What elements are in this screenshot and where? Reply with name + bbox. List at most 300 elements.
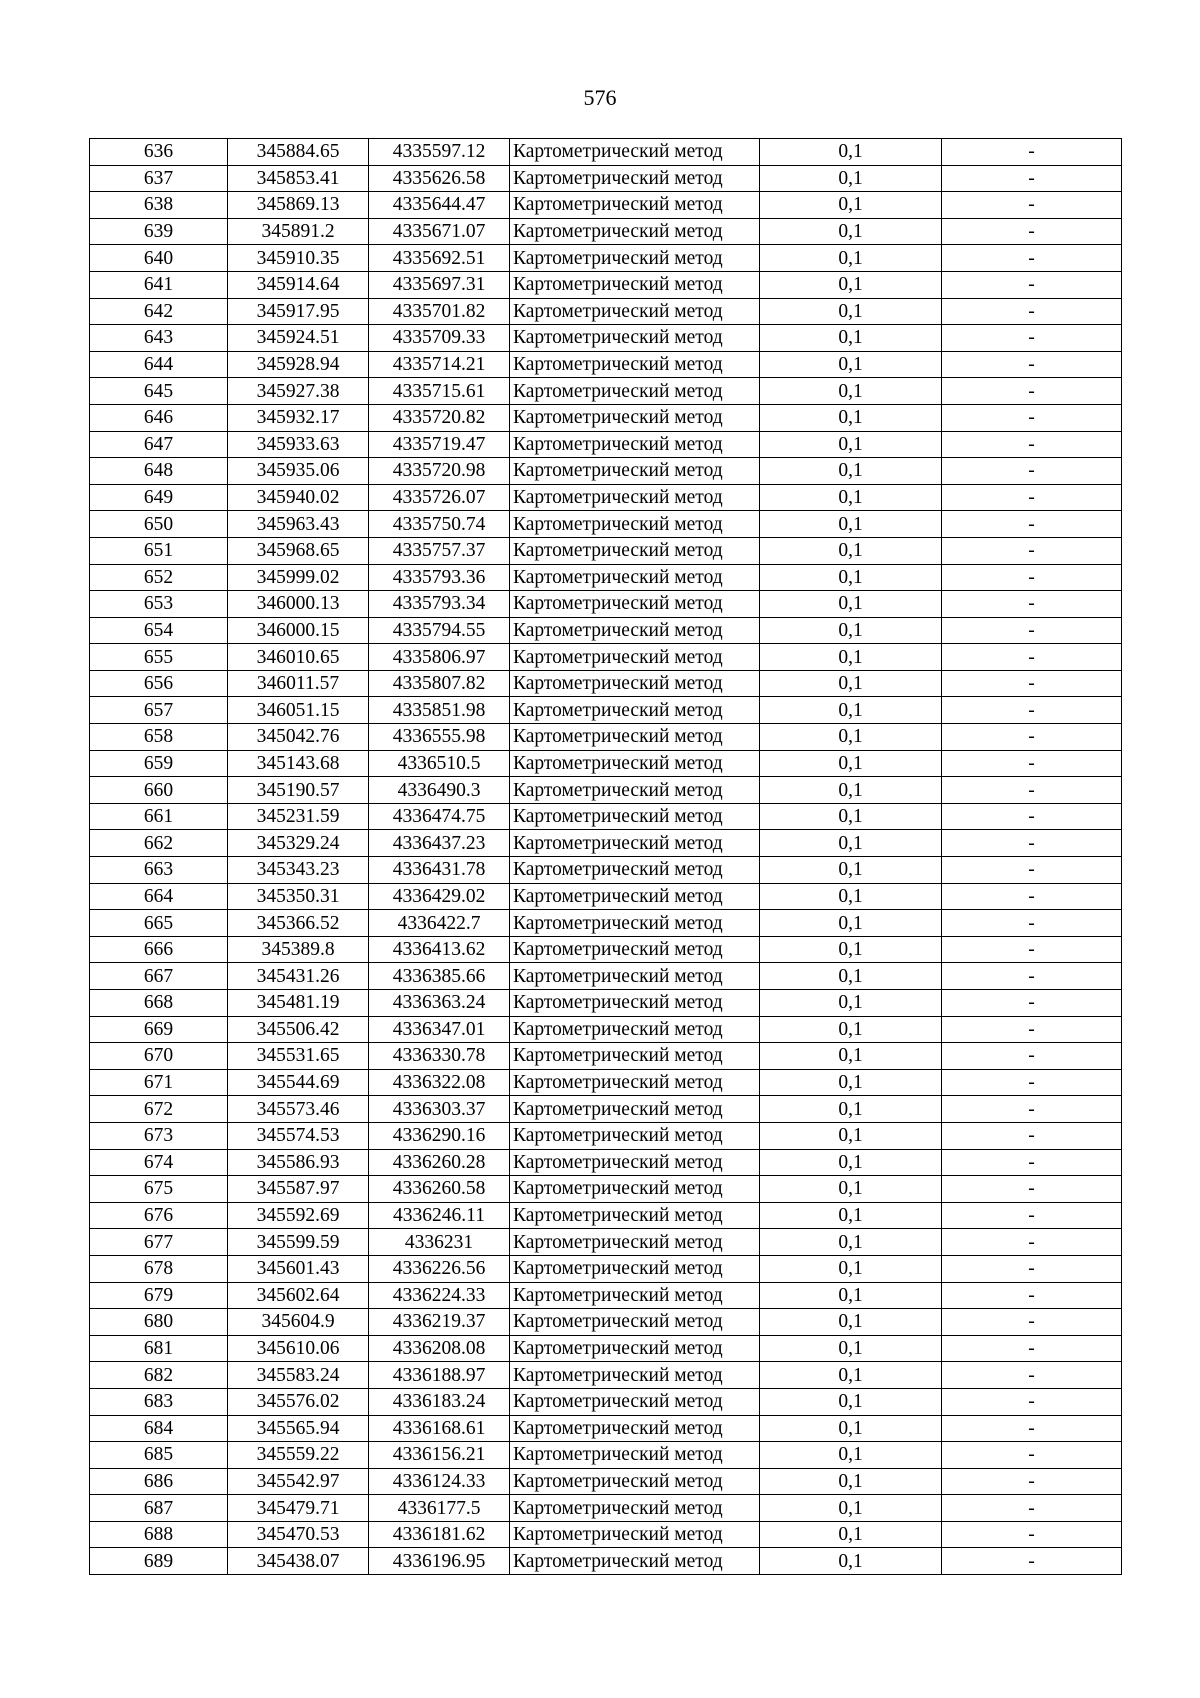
x-coordinate-cell: 345576.02	[228, 1388, 369, 1415]
point-number-cell: 669	[90, 1016, 228, 1043]
method-cell: Картометрический метод	[510, 1255, 760, 1282]
point-number-cell: 686	[90, 1468, 228, 1495]
y-coordinate-cell: 4336437.23	[369, 830, 510, 857]
y-coordinate-cell: 4336224.33	[369, 1282, 510, 1309]
x-coordinate-cell: 345583.24	[228, 1362, 369, 1389]
point-number-cell: 647	[90, 431, 228, 458]
method-cell: Картометрический метод	[510, 1548, 760, 1575]
accuracy-cell: 0,1	[760, 724, 942, 751]
accuracy-cell: 0,1	[760, 1122, 942, 1149]
method-cell: Картометрический метод	[510, 378, 760, 405]
point-number-cell: 676	[90, 1202, 228, 1229]
table-row	[90, 1495, 1122, 1522]
point-number-cell: 670	[90, 1043, 228, 1070]
y-coordinate-cell: 4335720.98	[369, 458, 510, 485]
y-coordinate-cell: 4336429.02	[369, 883, 510, 910]
table-row	[90, 1176, 1122, 1203]
point-number-cell: 687	[90, 1495, 228, 1522]
method-cell: Картометрический метод	[510, 591, 760, 618]
x-coordinate-cell: 345542.97	[228, 1468, 369, 1495]
accuracy-cell: 0,1	[760, 644, 942, 671]
accuracy-cell: 0,1	[760, 1309, 942, 1336]
table-row	[90, 1442, 1122, 1469]
table-row	[90, 1255, 1122, 1282]
x-coordinate-cell: 345479.71	[228, 1495, 369, 1522]
point-number-cell: 655	[90, 644, 228, 671]
accuracy-cell: 0,1	[760, 1202, 942, 1229]
table-row	[90, 271, 1122, 298]
accuracy-cell: 0,1	[760, 670, 942, 697]
method-cell: Картометрический метод	[510, 1495, 760, 1522]
accuracy-cell: 0,1	[760, 245, 942, 272]
accuracy-cell: 0,1	[760, 1468, 942, 1495]
point-number-cell: 638	[90, 192, 228, 219]
y-coordinate-cell: 4336168.61	[369, 1415, 510, 1442]
point-number-cell: 644	[90, 351, 228, 378]
coordinates-table-body	[90, 139, 1122, 1575]
method-cell: Картометрический метод	[510, 404, 760, 431]
note-cell: -	[942, 245, 1122, 272]
point-number-cell: 663	[90, 857, 228, 884]
point-number-cell: 665	[90, 910, 228, 937]
accuracy-cell: 0,1	[760, 1495, 942, 1522]
accuracy-cell: 0,1	[760, 1043, 942, 1070]
accuracy-cell: 0,1	[760, 139, 942, 166]
note-cell: -	[942, 1335, 1122, 1362]
point-number-cell: 689	[90, 1548, 228, 1575]
method-cell: Картометрический метод	[510, 1096, 760, 1123]
table-row	[90, 431, 1122, 458]
x-coordinate-cell: 345924.51	[228, 325, 369, 352]
y-coordinate-cell: 4336188.97	[369, 1362, 510, 1389]
x-coordinate-cell: 345935.06	[228, 458, 369, 485]
y-coordinate-cell: 4335692.51	[369, 245, 510, 272]
x-coordinate-cell: 346051.15	[228, 697, 369, 724]
method-cell: Картометрический метод	[510, 830, 760, 857]
table-row	[90, 777, 1122, 804]
accuracy-cell: 0,1	[760, 830, 942, 857]
y-coordinate-cell: 4336177.5	[369, 1495, 510, 1522]
method-cell: Картометрический метод	[510, 139, 760, 166]
accuracy-cell: 0,1	[760, 1521, 942, 1548]
x-coordinate-cell: 345599.59	[228, 1229, 369, 1256]
table-row	[90, 883, 1122, 910]
note-cell: -	[942, 378, 1122, 405]
y-coordinate-cell: 4335750.74	[369, 511, 510, 538]
y-coordinate-cell: 4336303.37	[369, 1096, 510, 1123]
method-cell: Картометрический метод	[510, 1468, 760, 1495]
accuracy-cell: 0,1	[760, 1362, 942, 1389]
method-cell: Картометрический метод	[510, 458, 760, 485]
y-coordinate-cell: 4336208.08	[369, 1335, 510, 1362]
point-number-cell: 680	[90, 1309, 228, 1336]
method-cell: Картометрический метод	[510, 883, 760, 910]
y-coordinate-cell: 4335701.82	[369, 298, 510, 325]
y-coordinate-cell: 4335719.47	[369, 431, 510, 458]
table-row	[90, 1096, 1122, 1123]
table-row	[90, 1202, 1122, 1229]
note-cell: -	[942, 910, 1122, 937]
x-coordinate-cell: 345586.93	[228, 1149, 369, 1176]
note-cell: -	[942, 777, 1122, 804]
x-coordinate-cell: 346000.13	[228, 591, 369, 618]
accuracy-cell: 0,1	[760, 1548, 942, 1575]
x-coordinate-cell: 345531.65	[228, 1043, 369, 1070]
y-coordinate-cell: 4336490.3	[369, 777, 510, 804]
table-row	[90, 165, 1122, 192]
method-cell: Картометрический метод	[510, 617, 760, 644]
y-coordinate-cell: 4336385.66	[369, 963, 510, 990]
note-cell: -	[942, 431, 1122, 458]
accuracy-cell: 0,1	[760, 617, 942, 644]
y-coordinate-cell: 4336181.62	[369, 1521, 510, 1548]
accuracy-cell: 0,1	[760, 218, 942, 245]
accuracy-cell: 0,1	[760, 1096, 942, 1123]
x-coordinate-cell: 345574.53	[228, 1122, 369, 1149]
point-number-cell: 683	[90, 1388, 228, 1415]
point-number-cell: 666	[90, 936, 228, 963]
x-coordinate-cell: 345587.97	[228, 1176, 369, 1203]
method-cell: Картометрический метод	[510, 857, 760, 884]
x-coordinate-cell: 345544.69	[228, 1069, 369, 1096]
point-number-cell: 648	[90, 458, 228, 485]
y-coordinate-cell: 4336290.16	[369, 1122, 510, 1149]
x-coordinate-cell: 346011.57	[228, 670, 369, 697]
accuracy-cell: 0,1	[760, 1255, 942, 1282]
table-row	[90, 1043, 1122, 1070]
method-cell: Картометрический метод	[510, 1069, 760, 1096]
accuracy-cell: 0,1	[760, 750, 942, 777]
y-coordinate-cell: 4336246.11	[369, 1202, 510, 1229]
y-coordinate-cell: 4336124.33	[369, 1468, 510, 1495]
table-row	[90, 1548, 1122, 1575]
table-row	[90, 1388, 1122, 1415]
method-cell: Картометрический метод	[510, 564, 760, 591]
y-coordinate-cell: 4335626.58	[369, 165, 510, 192]
note-cell: -	[942, 1122, 1122, 1149]
accuracy-cell: 0,1	[760, 591, 942, 618]
point-number-cell: 667	[90, 963, 228, 990]
note-cell: -	[942, 990, 1122, 1017]
point-number-cell: 639	[90, 218, 228, 245]
point-number-cell: 653	[90, 591, 228, 618]
x-coordinate-cell: 345927.38	[228, 378, 369, 405]
note-cell: -	[942, 1548, 1122, 1575]
x-coordinate-cell: 345610.06	[228, 1335, 369, 1362]
accuracy-cell: 0,1	[760, 165, 942, 192]
method-cell: Картометрический метод	[510, 1016, 760, 1043]
y-coordinate-cell: 4335793.34	[369, 591, 510, 618]
accuracy-cell: 0,1	[760, 857, 942, 884]
y-coordinate-cell: 4335793.36	[369, 564, 510, 591]
point-number-cell: 685	[90, 1442, 228, 1469]
note-cell: -	[942, 1069, 1122, 1096]
x-coordinate-cell: 345592.69	[228, 1202, 369, 1229]
table-row	[90, 936, 1122, 963]
point-number-cell: 646	[90, 404, 228, 431]
y-coordinate-cell: 4336231	[369, 1229, 510, 1256]
point-number-cell: 651	[90, 537, 228, 564]
point-number-cell: 684	[90, 1415, 228, 1442]
table-row	[90, 484, 1122, 511]
table-row	[90, 1122, 1122, 1149]
x-coordinate-cell: 345910.35	[228, 245, 369, 272]
y-coordinate-cell: 4336260.58	[369, 1176, 510, 1203]
table-row	[90, 724, 1122, 751]
method-cell: Картометрический метод	[510, 1415, 760, 1442]
y-coordinate-cell: 4336347.01	[369, 1016, 510, 1043]
table-row	[90, 750, 1122, 777]
point-number-cell: 681	[90, 1335, 228, 1362]
note-cell: -	[942, 1415, 1122, 1442]
y-coordinate-cell: 4335697.31	[369, 271, 510, 298]
x-coordinate-cell: 345914.64	[228, 271, 369, 298]
point-number-cell: 675	[90, 1176, 228, 1203]
accuracy-cell: 0,1	[760, 431, 942, 458]
table-row	[90, 670, 1122, 697]
accuracy-cell: 0,1	[760, 936, 942, 963]
note-cell: -	[942, 458, 1122, 485]
table-row	[90, 697, 1122, 724]
accuracy-cell: 0,1	[760, 351, 942, 378]
y-coordinate-cell: 4336322.08	[369, 1069, 510, 1096]
note-cell: -	[942, 1495, 1122, 1522]
table-row	[90, 139, 1122, 166]
method-cell: Картометрический метод	[510, 431, 760, 458]
point-number-cell: 677	[90, 1229, 228, 1256]
table-row	[90, 404, 1122, 431]
note-cell: -	[942, 963, 1122, 990]
note-cell: -	[942, 830, 1122, 857]
table-row	[90, 351, 1122, 378]
x-coordinate-cell: 346000.15	[228, 617, 369, 644]
x-coordinate-cell: 345933.63	[228, 431, 369, 458]
x-coordinate-cell: 345231.59	[228, 803, 369, 830]
x-coordinate-cell: 345602.64	[228, 1282, 369, 1309]
x-coordinate-cell: 345853.41	[228, 165, 369, 192]
y-coordinate-cell: 4336183.24	[369, 1388, 510, 1415]
method-cell: Картометрический метод	[510, 990, 760, 1017]
point-number-cell: 640	[90, 245, 228, 272]
accuracy-cell: 0,1	[760, 325, 942, 352]
x-coordinate-cell: 345932.17	[228, 404, 369, 431]
point-number-cell: 661	[90, 803, 228, 830]
table-row	[90, 591, 1122, 618]
note-cell: -	[942, 1362, 1122, 1389]
note-cell: -	[942, 564, 1122, 591]
note-cell: -	[942, 271, 1122, 298]
table-row	[90, 378, 1122, 405]
accuracy-cell: 0,1	[760, 777, 942, 804]
point-number-cell: 679	[90, 1282, 228, 1309]
x-coordinate-cell: 345999.02	[228, 564, 369, 591]
x-coordinate-cell: 345559.22	[228, 1442, 369, 1469]
x-coordinate-cell: 345431.26	[228, 963, 369, 990]
point-number-cell: 642	[90, 298, 228, 325]
accuracy-cell: 0,1	[760, 511, 942, 538]
y-coordinate-cell: 4335671.07	[369, 218, 510, 245]
x-coordinate-cell: 345928.94	[228, 351, 369, 378]
note-cell: -	[942, 165, 1122, 192]
table-row	[90, 910, 1122, 937]
x-coordinate-cell: 345968.65	[228, 537, 369, 564]
y-coordinate-cell: 4335720.82	[369, 404, 510, 431]
note-cell: -	[942, 1229, 1122, 1256]
point-number-cell: 674	[90, 1149, 228, 1176]
table-row	[90, 963, 1122, 990]
table-row	[90, 245, 1122, 272]
method-cell: Картометрический метод	[510, 165, 760, 192]
note-cell: -	[942, 298, 1122, 325]
note-cell: -	[942, 724, 1122, 751]
method-cell: Картометрический метод	[510, 1521, 760, 1548]
point-number-cell: 643	[90, 325, 228, 352]
table-row	[90, 1149, 1122, 1176]
method-cell: Картометрический метод	[510, 351, 760, 378]
method-cell: Картометрический метод	[510, 1176, 760, 1203]
note-cell: -	[942, 139, 1122, 166]
x-coordinate-cell: 345438.07	[228, 1548, 369, 1575]
table-row	[90, 1229, 1122, 1256]
y-coordinate-cell: 4335851.98	[369, 697, 510, 724]
note-cell: -	[942, 484, 1122, 511]
y-coordinate-cell: 4335715.61	[369, 378, 510, 405]
method-cell: Картометрический метод	[510, 1043, 760, 1070]
x-coordinate-cell: 345963.43	[228, 511, 369, 538]
point-number-cell: 659	[90, 750, 228, 777]
y-coordinate-cell: 4336510.5	[369, 750, 510, 777]
point-number-cell: 668	[90, 990, 228, 1017]
y-coordinate-cell: 4336363.24	[369, 990, 510, 1017]
method-cell: Картометрический метод	[510, 1202, 760, 1229]
point-number-cell: 657	[90, 697, 228, 724]
table-row	[90, 1362, 1122, 1389]
method-cell: Картометрический метод	[510, 777, 760, 804]
note-cell: -	[942, 1202, 1122, 1229]
method-cell: Картометрический метод	[510, 1229, 760, 1256]
x-coordinate-cell: 345350.31	[228, 883, 369, 910]
table-row	[90, 1016, 1122, 1043]
point-number-cell: 645	[90, 378, 228, 405]
x-coordinate-cell: 345604.9	[228, 1309, 369, 1336]
accuracy-cell: 0,1	[760, 1149, 942, 1176]
y-coordinate-cell: 4336474.75	[369, 803, 510, 830]
page-number: 576	[583, 85, 617, 110]
accuracy-cell: 0,1	[760, 963, 942, 990]
method-cell: Картометрический метод	[510, 670, 760, 697]
point-number-cell: 682	[90, 1362, 228, 1389]
note-cell: -	[942, 537, 1122, 564]
note-cell: -	[942, 192, 1122, 219]
accuracy-cell: 0,1	[760, 1016, 942, 1043]
method-cell: Картометрический метод	[510, 192, 760, 219]
point-number-cell: 673	[90, 1122, 228, 1149]
note-cell: -	[942, 404, 1122, 431]
accuracy-cell: 0,1	[760, 458, 942, 485]
table-row	[90, 564, 1122, 591]
accuracy-cell: 0,1	[760, 1335, 942, 1362]
accuracy-cell: 0,1	[760, 1388, 942, 1415]
note-cell: -	[942, 803, 1122, 830]
table-row	[90, 617, 1122, 644]
table-row	[90, 857, 1122, 884]
note-cell: -	[942, 1255, 1122, 1282]
method-cell: Картометрический метод	[510, 724, 760, 751]
point-number-cell: 654	[90, 617, 228, 644]
method-cell: Картометрический метод	[510, 218, 760, 245]
table-row	[90, 1521, 1122, 1548]
x-coordinate-cell: 346010.65	[228, 644, 369, 671]
accuracy-cell: 0,1	[760, 990, 942, 1017]
method-cell: Картометрический метод	[510, 1335, 760, 1362]
method-cell: Картометрический метод	[510, 537, 760, 564]
y-coordinate-cell: 4336431.78	[369, 857, 510, 884]
point-number-cell: 652	[90, 564, 228, 591]
y-coordinate-cell: 4336196.95	[369, 1548, 510, 1575]
method-cell: Картометрический метод	[510, 484, 760, 511]
y-coordinate-cell: 4336156.21	[369, 1442, 510, 1469]
point-number-cell: 672	[90, 1096, 228, 1123]
y-coordinate-cell: 4336555.98	[369, 724, 510, 751]
point-number-cell: 660	[90, 777, 228, 804]
method-cell: Картометрический метод	[510, 1282, 760, 1309]
y-coordinate-cell: 4335794.55	[369, 617, 510, 644]
accuracy-cell: 0,1	[760, 1415, 942, 1442]
y-coordinate-cell: 4336226.56	[369, 1255, 510, 1282]
table-row	[90, 325, 1122, 352]
note-cell: -	[942, 644, 1122, 671]
y-coordinate-cell: 4335597.12	[369, 139, 510, 166]
method-cell: Картометрический метод	[510, 644, 760, 671]
y-coordinate-cell: 4335807.82	[369, 670, 510, 697]
x-coordinate-cell: 345481.19	[228, 990, 369, 1017]
note-cell: -	[942, 218, 1122, 245]
note-cell: -	[942, 325, 1122, 352]
table-row	[90, 1415, 1122, 1442]
method-cell: Картометрический метод	[510, 298, 760, 325]
x-coordinate-cell: 345565.94	[228, 1415, 369, 1442]
accuracy-cell: 0,1	[760, 271, 942, 298]
accuracy-cell: 0,1	[760, 192, 942, 219]
x-coordinate-cell: 345343.23	[228, 857, 369, 884]
accuracy-cell: 0,1	[760, 537, 942, 564]
note-cell: -	[942, 1309, 1122, 1336]
point-number-cell: 649	[90, 484, 228, 511]
method-cell: Картометрический метод	[510, 1122, 760, 1149]
note-cell: -	[942, 883, 1122, 910]
x-coordinate-cell: 345042.76	[228, 724, 369, 751]
table-row	[90, 458, 1122, 485]
accuracy-cell: 0,1	[760, 564, 942, 591]
point-number-cell: 678	[90, 1255, 228, 1282]
x-coordinate-cell: 345506.42	[228, 1016, 369, 1043]
table-row	[90, 511, 1122, 538]
note-cell: -	[942, 857, 1122, 884]
method-cell: Картометрический метод	[510, 1149, 760, 1176]
method-cell: Картометрический метод	[510, 910, 760, 937]
method-cell: Картометрический метод	[510, 803, 760, 830]
point-number-cell: 641	[90, 271, 228, 298]
method-cell: Картометрический метод	[510, 1388, 760, 1415]
note-cell: -	[942, 1468, 1122, 1495]
x-coordinate-cell: 345366.52	[228, 910, 369, 937]
note-cell: -	[942, 1521, 1122, 1548]
accuracy-cell: 0,1	[760, 883, 942, 910]
y-coordinate-cell: 4335757.37	[369, 537, 510, 564]
y-coordinate-cell: 4335726.07	[369, 484, 510, 511]
note-cell: -	[942, 1282, 1122, 1309]
x-coordinate-cell: 345601.43	[228, 1255, 369, 1282]
